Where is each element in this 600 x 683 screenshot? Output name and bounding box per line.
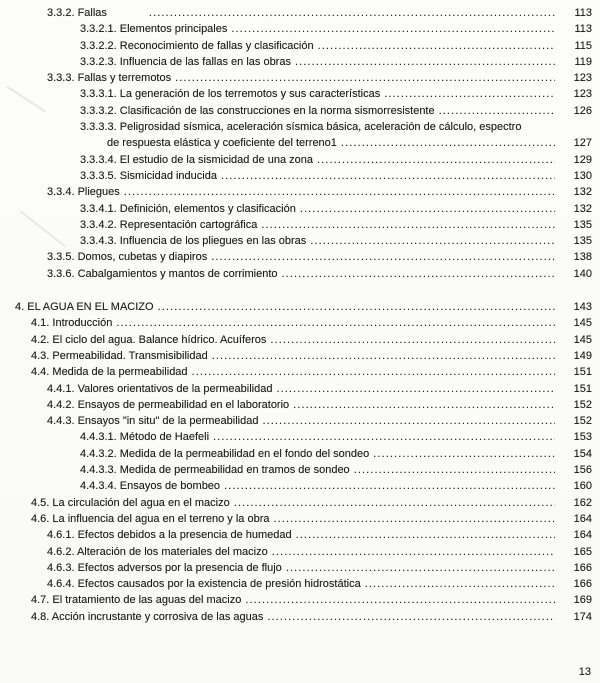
toc-entry [0, 478, 592, 494]
toc-entry [0, 397, 592, 413]
toc-entry-label: 4.6. La influencia del agua en el terreno y la obra [31, 512, 270, 525]
toc-entry-label: 3.3.3.1. La generación de los terremotos y sus características [80, 88, 381, 101]
toc-entry-page: 135 [573, 235, 592, 248]
toc-entry-label: 3.3.4. Pliegues [47, 186, 120, 199]
toc-entry-page: 162 [573, 496, 592, 509]
toc-entry-page: 143 [573, 301, 592, 314]
dot-leader [267, 609, 555, 625]
toc-entry [0, 152, 592, 168]
toc-entry-label: 3.3.3. Fallas y terremotos [47, 72, 172, 85]
toc-entry [0, 201, 592, 217]
toc-entry-page: 153 [573, 431, 592, 444]
toc-entry-label: 4.6.1. Efectos debidos a la presencia de humedad [47, 529, 292, 542]
dot-leader [310, 233, 555, 249]
toc-entry-page: 138 [573, 251, 592, 264]
toc-entry-page: 115 [574, 39, 592, 52]
toc-entry-page: 160 [573, 480, 592, 493]
toc-entry-label: 3.3.2.3. Influencia de las fallas en las obras [80, 55, 291, 68]
toc-entry [0, 332, 592, 348]
dot-leader [317, 152, 555, 168]
toc-entry [0, 21, 592, 37]
toc-entry [0, 592, 592, 608]
toc-entry-label: 3.3.4.1. Definición, elementos y clasificación [80, 202, 296, 215]
dot-leader [276, 381, 555, 397]
page-number-footer [579, 666, 591, 678]
toc-entry-label: 4.4.3.3. Medida de permeabilidad en tramos de sondeo [80, 464, 350, 477]
toc-entry [0, 576, 592, 592]
dot-leader [293, 397, 555, 413]
toc-entry [0, 135, 592, 151]
dot-leader [211, 249, 555, 265]
dot-leader [384, 86, 555, 102]
toc-entry-page: 135 [573, 218, 592, 231]
dot-leader [224, 478, 555, 494]
dot-leader [439, 103, 555, 119]
dot-leader [272, 544, 555, 560]
toc-entry-page: 127 [573, 137, 592, 150]
toc-entry-page: 123 [573, 72, 592, 85]
dot-leader [270, 332, 555, 348]
toc-entry-label: 3.3.6. Cabalgamientos y mantos de corrimiento [47, 267, 278, 280]
toc-entry-page: 123 [573, 88, 592, 101]
toc-entry [0, 364, 592, 380]
dot-leader [124, 184, 555, 200]
toc-entry-label: 3.3.3.5. Sismicidad inducida [80, 169, 217, 182]
toc-entry [0, 495, 592, 511]
toc-entry [0, 511, 592, 527]
toc-entry [0, 249, 592, 265]
toc-entry-page: 130 [573, 169, 592, 182]
toc-entry-page: 113 [574, 7, 592, 19]
toc-entry-label: 4.4. Medida de la permeabilidad [31, 366, 188, 379]
toc-entry [0, 5, 592, 21]
dot-leader [373, 446, 555, 462]
toc-entry-label: 4. EL AGUA EN EL MACIZO [15, 301, 154, 314]
toc-entry-page: 164 [573, 529, 592, 542]
toc-entry [0, 315, 592, 331]
toc-entry-label: 4.6.2. Alteración de los materiales del macizo [47, 545, 268, 558]
dot-leader [245, 592, 555, 608]
dot-leader [365, 576, 555, 592]
toc-entry-page: 166 [573, 578, 592, 591]
toc-entry [0, 413, 592, 429]
dot-leader [221, 168, 555, 184]
toc-entry-page: 152 [573, 415, 592, 428]
toc-entry-label: 4.5. La circulación del agua en el macizo [31, 496, 230, 509]
toc-entry-page: 164 [573, 512, 592, 525]
toc-entry-label: 4.4.3.2. Medida de la permeabilidad en el fondo del sondeo [80, 447, 370, 460]
toc-entry-page: 151 [573, 366, 592, 379]
toc-entry [0, 299, 592, 315]
toc-entry-label: 3.3.3.4. El estudio de la sismicidad de una zona [80, 153, 313, 166]
toc-entry [0, 70, 592, 86]
toc-entry [0, 86, 592, 102]
dot-leader [274, 511, 556, 527]
toc-entry-page: 174 [573, 610, 592, 623]
toc-entry-page: 132 [573, 202, 592, 215]
toc-entry-label: de respuesta elástica y coeficiente del terreno1 [107, 137, 337, 150]
toc-entry-page: 149 [573, 349, 592, 362]
toc-entry-label: 4.6.3. Efectos adversos por la presencia de flujo [47, 561, 282, 574]
toc-entry-page: 145 [573, 317, 592, 330]
toc-entry-label: 3.3.2. Fallas [47, 7, 107, 19]
toc-entry-page: 126 [573, 104, 592, 117]
toc-entry-page: 165 [573, 545, 592, 558]
toc-entry [0, 38, 592, 54]
dot-leader [262, 413, 555, 429]
toc-entry [0, 103, 592, 119]
dot-leader [296, 527, 555, 543]
table-of-contents [0, 5, 592, 625]
toc-entry-page: 132 [573, 186, 592, 199]
toc-entry-label: 4.4.1. Valores orientativos de la permeabilidad [47, 382, 273, 395]
toc-entry-page: 166 [573, 561, 592, 574]
toc-entry [0, 527, 592, 543]
toc-entry-label: 4.4.3. Ensayos "in situ" de la permeabilidad [47, 415, 259, 428]
dot-leader [192, 364, 555, 380]
dot-leader [212, 348, 555, 364]
toc-entry [0, 266, 592, 282]
toc-entry-label: 4.1. Introducción [31, 317, 113, 330]
dot-leader [300, 201, 555, 217]
toc-entry [0, 381, 592, 397]
dot-leader [354, 462, 555, 478]
toc-entry [0, 168, 592, 184]
dot-leader [318, 38, 555, 54]
toc-entry-label: 3.3.5. Domos, cubetas y diapiros [47, 251, 208, 264]
dot-leader [149, 5, 555, 21]
page-number: 13 [578, 666, 591, 678]
dot-leader [295, 54, 555, 70]
toc-entry [0, 544, 592, 560]
dot-leader [286, 560, 555, 576]
toc-entry-page: 113 [574, 23, 592, 36]
toc-entry [0, 560, 592, 576]
toc-entry-page: 152 [573, 398, 592, 411]
toc-entry [0, 54, 592, 70]
toc-entry-label: 4.8. Acción incrustante y corrosiva de las aguas [31, 610, 264, 623]
toc-entry-label: 3.3.3.3. Peligrosidad sísmica, aceleración sísmica básica, aceleración de cálculo, espectro [80, 121, 522, 134]
toc-entry [0, 233, 592, 249]
toc-entry-label: 3.3.4.2. Representación cartográfica [80, 218, 258, 231]
toc-entry [0, 462, 592, 478]
toc-entry-label: 4.3. Permeabilidad. Transmisibilidad [31, 349, 208, 362]
toc-entry-page: 129 [573, 153, 592, 166]
toc-entry-label: 4.4.3.1. Método de Haefeli [80, 431, 210, 444]
dot-leader [116, 315, 555, 331]
toc-entry-label: 3.3.3.2. Clasificación de las construcciones en la norma sismorresistente [80, 104, 435, 117]
toc-entry [0, 429, 592, 445]
toc-entry-page: 154 [573, 447, 592, 460]
toc-entry-label: 3.3.2.1. Elementos principales [80, 23, 228, 36]
toc-entry-page: 119 [574, 55, 592, 68]
toc-entry [0, 217, 592, 233]
toc-entry-page: 151 [573, 382, 592, 395]
toc-entry-label: 4.4.2. Ensayos de permeabilidad en el laboratorio [47, 398, 290, 411]
dot-leader [234, 495, 555, 511]
toc-entry [0, 119, 592, 135]
toc-entry-page: 156 [573, 464, 592, 477]
toc-entry [0, 348, 592, 364]
toc-entry-label: 3.3.2.2. Reconocimiento de fallas y clasificación [80, 39, 314, 52]
toc-entry-label: 4.6.4. Efectos causados por la existencia de presión hidrostática [47, 578, 361, 591]
dot-leader [261, 217, 555, 233]
toc-entry [0, 609, 592, 625]
toc-entry-label: 4.2. El ciclo del agua. Balance hídrico. Acuíferos [31, 333, 267, 346]
dot-leader [213, 429, 555, 445]
dot-leader [158, 299, 555, 315]
dot-leader [175, 70, 555, 86]
toc-entry [0, 184, 592, 200]
toc-entry-page: 140 [573, 267, 592, 280]
toc-entry-page: 169 [573, 594, 592, 607]
dot-leader [231, 21, 555, 37]
toc-entry-label: 3.3.4.3. Influencia de los pliegues en las obras [80, 235, 307, 248]
toc-entry [0, 446, 592, 462]
toc-entry-page: 145 [573, 333, 592, 346]
dot-leader [282, 266, 555, 282]
toc-entry-label: 4.7. El tratamiento de las aguas del macizo [31, 594, 242, 607]
dot-leader [341, 135, 555, 151]
toc-entry-label: 4.4.3.4. Ensayos de bombeo [80, 480, 221, 493]
